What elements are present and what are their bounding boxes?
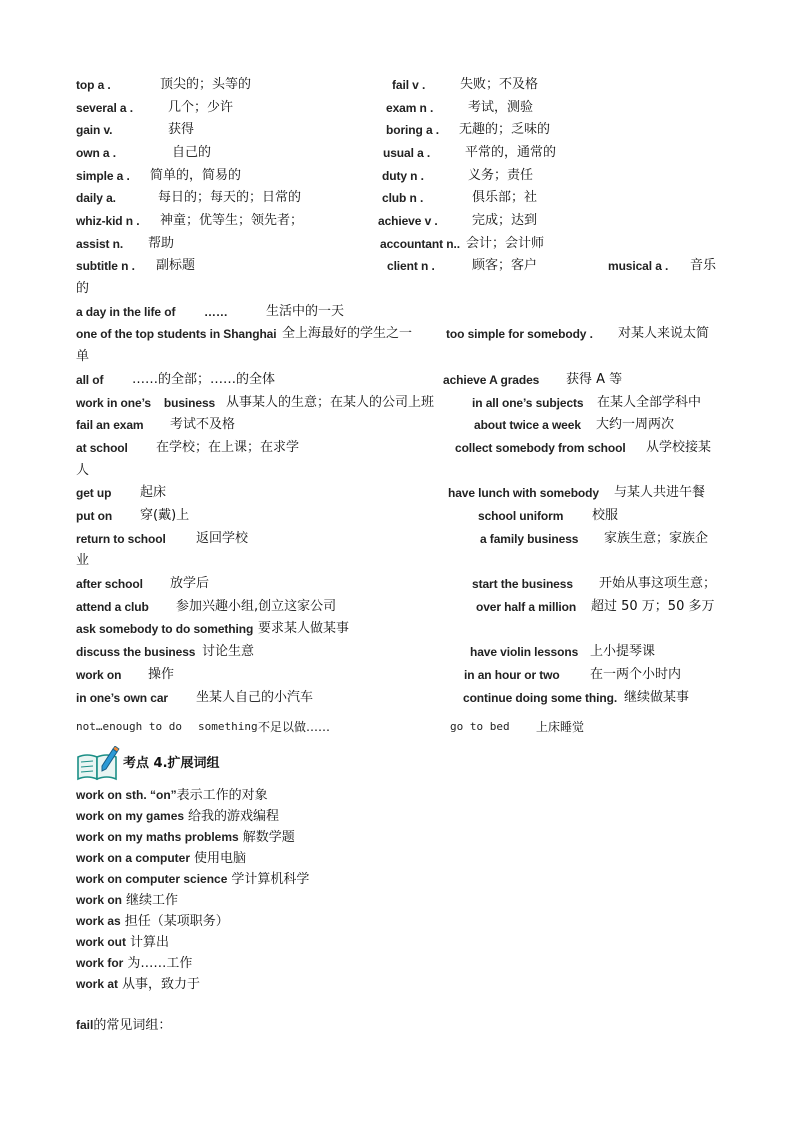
meaning: 获得 (168, 122, 195, 137)
phrase-meaning: 获得 A 等 (566, 372, 623, 387)
extended-item (76, 805, 279, 827)
phrase-row (76, 437, 720, 459)
phrase-row (76, 323, 720, 345)
phrase: work on (76, 668, 122, 682)
phrase-meaning: 要求某人做某事 (258, 621, 350, 636)
extended-item (76, 910, 229, 932)
phrase-meaning: 对某人来说太简 (618, 326, 710, 341)
wrap-line (76, 346, 720, 368)
phrase: in one’s own car (76, 691, 168, 705)
extended-item (76, 847, 246, 869)
vocab-row (76, 142, 720, 164)
phrase: put on (76, 509, 113, 523)
word: client n . (387, 259, 435, 273)
ext-meaning: 计算出 (129, 935, 169, 950)
meaning: 会计；会计师 (466, 236, 545, 251)
phrase-row (76, 301, 720, 323)
meaning: 自己的 (172, 145, 212, 160)
phrase-row (76, 641, 720, 663)
phrase: go to bed (450, 720, 510, 733)
meaning: 失败；不及格 (460, 77, 539, 92)
phrase: a family business (480, 532, 579, 546)
phrase: collect somebody from school (455, 441, 626, 455)
phrase: all of (76, 373, 104, 387)
vocab-row (76, 233, 720, 255)
phrase-meaning: 考试不及格 (170, 417, 236, 432)
phrase-meaning: 从学校接某 (646, 440, 712, 455)
ext-phrase: work as (76, 914, 121, 928)
ellipsis: …… (204, 305, 228, 319)
phrase: attend a club (76, 600, 149, 614)
phrase: one of the top students in Shanghai (76, 327, 277, 341)
phrase-meaning: 开始从事这项生意； (599, 576, 717, 591)
extended-item (76, 826, 295, 848)
phrase: continue doing some thing. (463, 691, 618, 705)
phrase: in an hour or two (464, 668, 560, 682)
vocab-row (76, 97, 720, 119)
word: top a . (76, 78, 111, 92)
phrase-row (76, 716, 720, 738)
meaning: 每日的；每天的；日常的 (158, 190, 302, 205)
meaning: 简单的，简易的 (150, 168, 242, 183)
phrase: have violin lessons (470, 645, 579, 659)
word: exam n . (386, 101, 434, 115)
meaning: 帮助 (148, 236, 175, 251)
phrase-meaning: 从事某人的生意；在某人的公司上班 (226, 395, 435, 410)
phrase: start the business (472, 577, 573, 591)
phrase: over half a million (476, 600, 577, 614)
phrase-row (76, 664, 720, 686)
phrase-row (76, 618, 720, 640)
ext-meaning: 解数学题 (242, 830, 295, 845)
section-heading-text: 考点 4.扩展词组 (123, 756, 220, 771)
wrap-line (76, 278, 720, 300)
vocab-row (76, 187, 720, 209)
ext-phrase: work on computer science (76, 872, 228, 886)
phrase-meaning: 放学后 (170, 576, 210, 591)
phrase-meaning: 在学校；在上课；在求学 (156, 440, 300, 455)
word: simple a . (76, 169, 130, 183)
meaning: 平常的，通常的 (465, 145, 557, 160)
phrase-meaning: 校服 (592, 508, 619, 523)
ext-phrase: work out (76, 935, 126, 949)
word: whiz-kid n . (76, 214, 140, 228)
phrase-row (76, 687, 720, 709)
phrase-meaning: 在某人全部学科中 (597, 395, 702, 410)
meaning: 无趣的；乏味的 (459, 122, 551, 137)
phrase: have lunch with somebody (448, 486, 599, 500)
meaning: 几个；少许 (168, 100, 234, 115)
phrase-meaning: 在一两个小时内 (590, 667, 682, 682)
phrase-row (76, 482, 720, 504)
fail-title-text: 的常见词组： (93, 1018, 172, 1033)
phrase-meaning: 返回学校 (196, 531, 249, 546)
extended-item (76, 868, 309, 890)
phrase-row (76, 505, 720, 527)
phrase-meaning: 全上海最好的学生之一 (282, 326, 413, 341)
ext-meaning: 表示工作的对象 (176, 788, 268, 803)
phrase-meaning: 起床 (140, 485, 167, 500)
wrap-line (76, 460, 720, 482)
phrase: about twice a week (474, 418, 581, 432)
wrap-text: 单 (76, 349, 90, 364)
meaning: 神童；优等生；领先者； (160, 213, 304, 228)
phrase: fail an exam (76, 418, 144, 432)
ext-phrase: work on a computer (76, 851, 191, 865)
phrase-meaning: 上小提琴课 (590, 644, 656, 659)
phrase-meaning-en: something (198, 720, 258, 733)
extended-item (76, 973, 200, 995)
meaning: 俱乐部；社 (472, 190, 538, 205)
ext-phrase: work on (76, 893, 123, 907)
phrase: discuss the business (76, 645, 196, 659)
phrase: return to school (76, 532, 166, 546)
meaning: 顾客；客户 (472, 258, 538, 273)
meaning: 完成；达到 (472, 213, 538, 228)
word: fail v . (392, 78, 426, 92)
word: assist n. (76, 237, 124, 251)
ext-meaning: 学计算机科学 (231, 872, 310, 887)
phrase-row (76, 528, 720, 550)
ext-phrase: work on my maths problems (76, 830, 239, 844)
phrase: ask somebody to do something (76, 622, 254, 636)
meaning: 义务；责任 (468, 168, 534, 183)
ext-meaning: 担任（某项职务） (124, 914, 229, 929)
word: boring a . (386, 123, 440, 137)
phrase-meaning: 参加兴趣小组,创立这家公司 (176, 599, 337, 614)
ext-meaning: 从事，致力于 (122, 977, 201, 992)
section-heading (76, 746, 476, 782)
wrap-line (76, 550, 720, 572)
phrase: work in one’s business (76, 396, 216, 410)
meaning: 考试，测验 (468, 100, 534, 115)
ext-phrase: work for (76, 956, 124, 970)
phrase-meaning: 坐某人自己的小汽车 (196, 690, 314, 705)
phrase-meaning: 穿(戴)上 (140, 508, 190, 523)
vocab-row (76, 255, 720, 277)
phrase-meaning: 超过 50 万；50 多万 (591, 599, 715, 614)
word: achieve v . (378, 214, 438, 228)
phrase: at school (76, 441, 128, 455)
extended-item (76, 784, 268, 806)
ext-meaning: 给我的游戏编程 (188, 809, 280, 824)
phrase-meaning: 继续做某事 (624, 690, 690, 705)
phrase: a day in the life of (76, 305, 176, 319)
word: own a . (76, 146, 116, 160)
wrap-text: 的 (76, 281, 90, 296)
phrase: too simple for somebody . (446, 327, 593, 341)
phrase: after school (76, 577, 143, 591)
phrase: get up (76, 486, 112, 500)
phrase-row (76, 392, 720, 414)
ext-phrase: work at (76, 977, 119, 991)
word: duty n . (382, 169, 424, 183)
word: club n . (382, 191, 424, 205)
vocab-row (76, 74, 720, 96)
ext-phrase: work on sth. “on” (76, 788, 177, 802)
extended-item (76, 931, 169, 953)
ext-meaning: 为……工作 (127, 956, 193, 971)
phrase: achieve A grades (443, 373, 540, 387)
word: daily a. (76, 191, 116, 205)
word: musical a . (608, 259, 669, 273)
extended-item (76, 952, 192, 974)
phrase: not…enough to do (76, 720, 182, 733)
word: usual a . (383, 146, 431, 160)
ext-meaning: 使用电脑 (194, 851, 247, 866)
phrase-row (76, 596, 720, 618)
phrase-meaning: 不足以做…… (258, 720, 331, 734)
phrase-row (76, 573, 720, 595)
ext-phrase: work on my games (76, 809, 185, 823)
word: several a . (76, 101, 133, 115)
word: accountant n.. (380, 237, 460, 251)
meaning: 副标题 (156, 258, 196, 273)
phrase-meaning: 与某人共进午餐 (614, 485, 706, 500)
wrap-text: 业 (76, 553, 90, 568)
wrap-text: 人 (76, 463, 90, 478)
phrase-meaning: 上床睡觉 (536, 720, 585, 734)
phrase-meaning: 操作 (148, 667, 175, 682)
word: subtitle n . (76, 259, 135, 273)
phrase-meaning: 讨论生意 (202, 644, 255, 659)
ext-meaning: 继续工作 (126, 893, 179, 908)
vocab-row (76, 210, 720, 232)
meaning: 顶尖的；头等的 (160, 77, 252, 92)
fail-word: fail (76, 1018, 94, 1032)
phrase-row (76, 414, 720, 436)
phrase-meaning: 家族生意；家族企 (604, 531, 709, 546)
vocab-row (76, 119, 720, 141)
phrase: in all one’s subjects (472, 396, 584, 410)
extended-item (76, 889, 178, 911)
fail-phrases-title (76, 1014, 171, 1036)
phrase-meaning: ……的全部；……的全体 (132, 372, 276, 387)
book-icon (76, 746, 120, 782)
phrase-meaning: 生活中的一天 (266, 304, 345, 319)
meaning: 音乐 (690, 258, 717, 273)
word: gain v. (76, 123, 113, 137)
phrase: school uniform (478, 509, 564, 523)
phrase-row (76, 369, 720, 391)
vocab-row (76, 165, 720, 187)
phrase-meaning: 大约一周两次 (596, 417, 675, 432)
